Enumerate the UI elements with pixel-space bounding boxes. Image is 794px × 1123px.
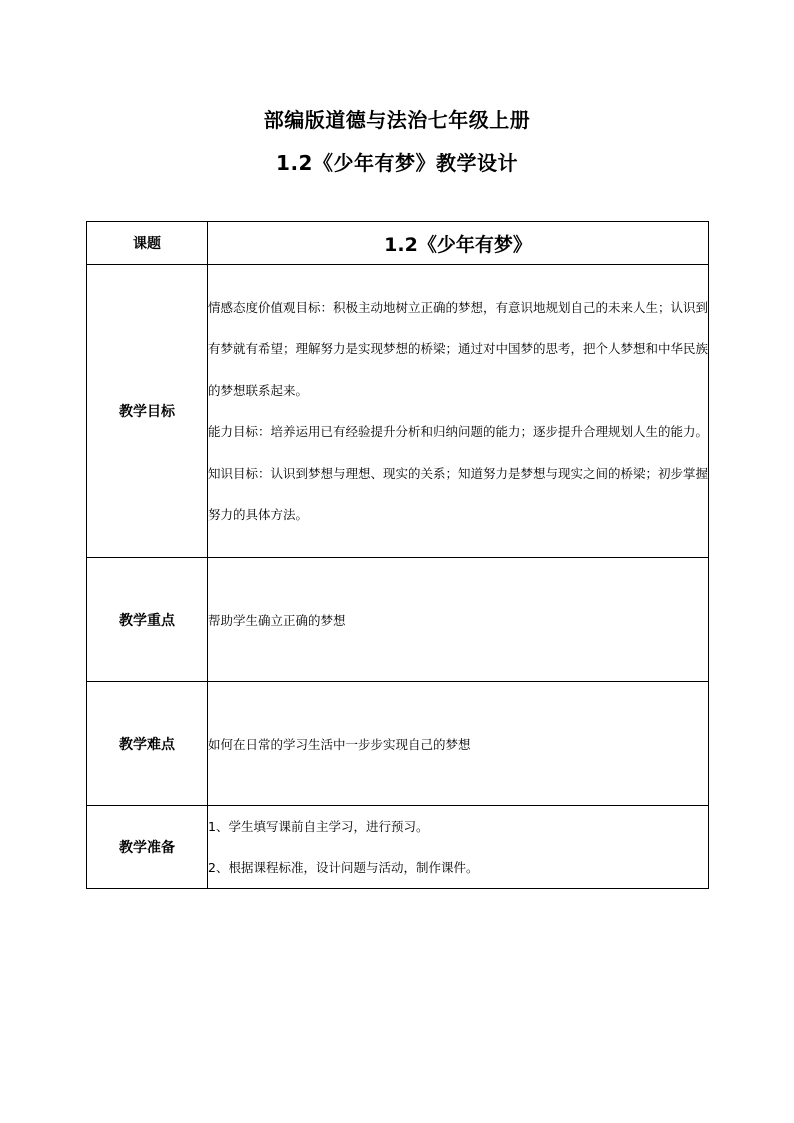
table-row-difficulty bbox=[87, 682, 709, 806]
goals-label: 教学目标 bbox=[87, 265, 208, 558]
goal-ability: 能力目标：培养运用已有经验提升分析和归纳问题的能力；逐步提升合理规划人生的能力。 bbox=[208, 424, 709, 439]
table-row-topic bbox=[87, 222, 709, 265]
key-point-label: 教学重点 bbox=[87, 558, 208, 682]
goal-emotion: 情感态度价值观目标：积极主动地树立正确的梦想，有意识地规划自己的未来人生；认识到有梦就有希望；理解努力是实现梦想的桥梁；通过对中国梦的思考，把个人梦想和中华民族的梦想联系起来。 bbox=[208, 299, 709, 398]
table-row-goals bbox=[87, 265, 709, 558]
preparation-content bbox=[208, 806, 709, 889]
topic-label: 课题 bbox=[87, 222, 208, 265]
difficulty-value: 如何在日常的学习生活中一步步实现自己的梦想 bbox=[208, 682, 709, 806]
difficulty-label: 教学难点 bbox=[87, 682, 208, 806]
table-row-preparation bbox=[87, 806, 709, 889]
key-point-value: 帮助学生确立正确的梦想 bbox=[208, 558, 709, 682]
preparation-label: 教学准备 bbox=[87, 806, 208, 889]
document-subtitle: 1.2《少年有梦》教学设计 bbox=[276, 151, 518, 175]
goal-knowledge: 知识目标：认识到梦想与理想、现实的关系；知道努力是梦想与现实之间的桥梁；初步掌握努力的具体方法。 bbox=[208, 465, 709, 522]
goals-content bbox=[208, 265, 709, 558]
document-title: 部编版道德与法治七年级上册 bbox=[263, 108, 531, 132]
preparation-item: 2、根据课程标准，设计问题与活动，制作课件。 bbox=[208, 860, 479, 875]
lesson-plan-table bbox=[86, 221, 709, 889]
preparation-item: 1、学生填写课前自主学习，进行预习。 bbox=[208, 819, 429, 834]
table-row-key-point bbox=[87, 558, 709, 682]
topic-value: 1.2《少年有梦》 bbox=[208, 222, 709, 265]
